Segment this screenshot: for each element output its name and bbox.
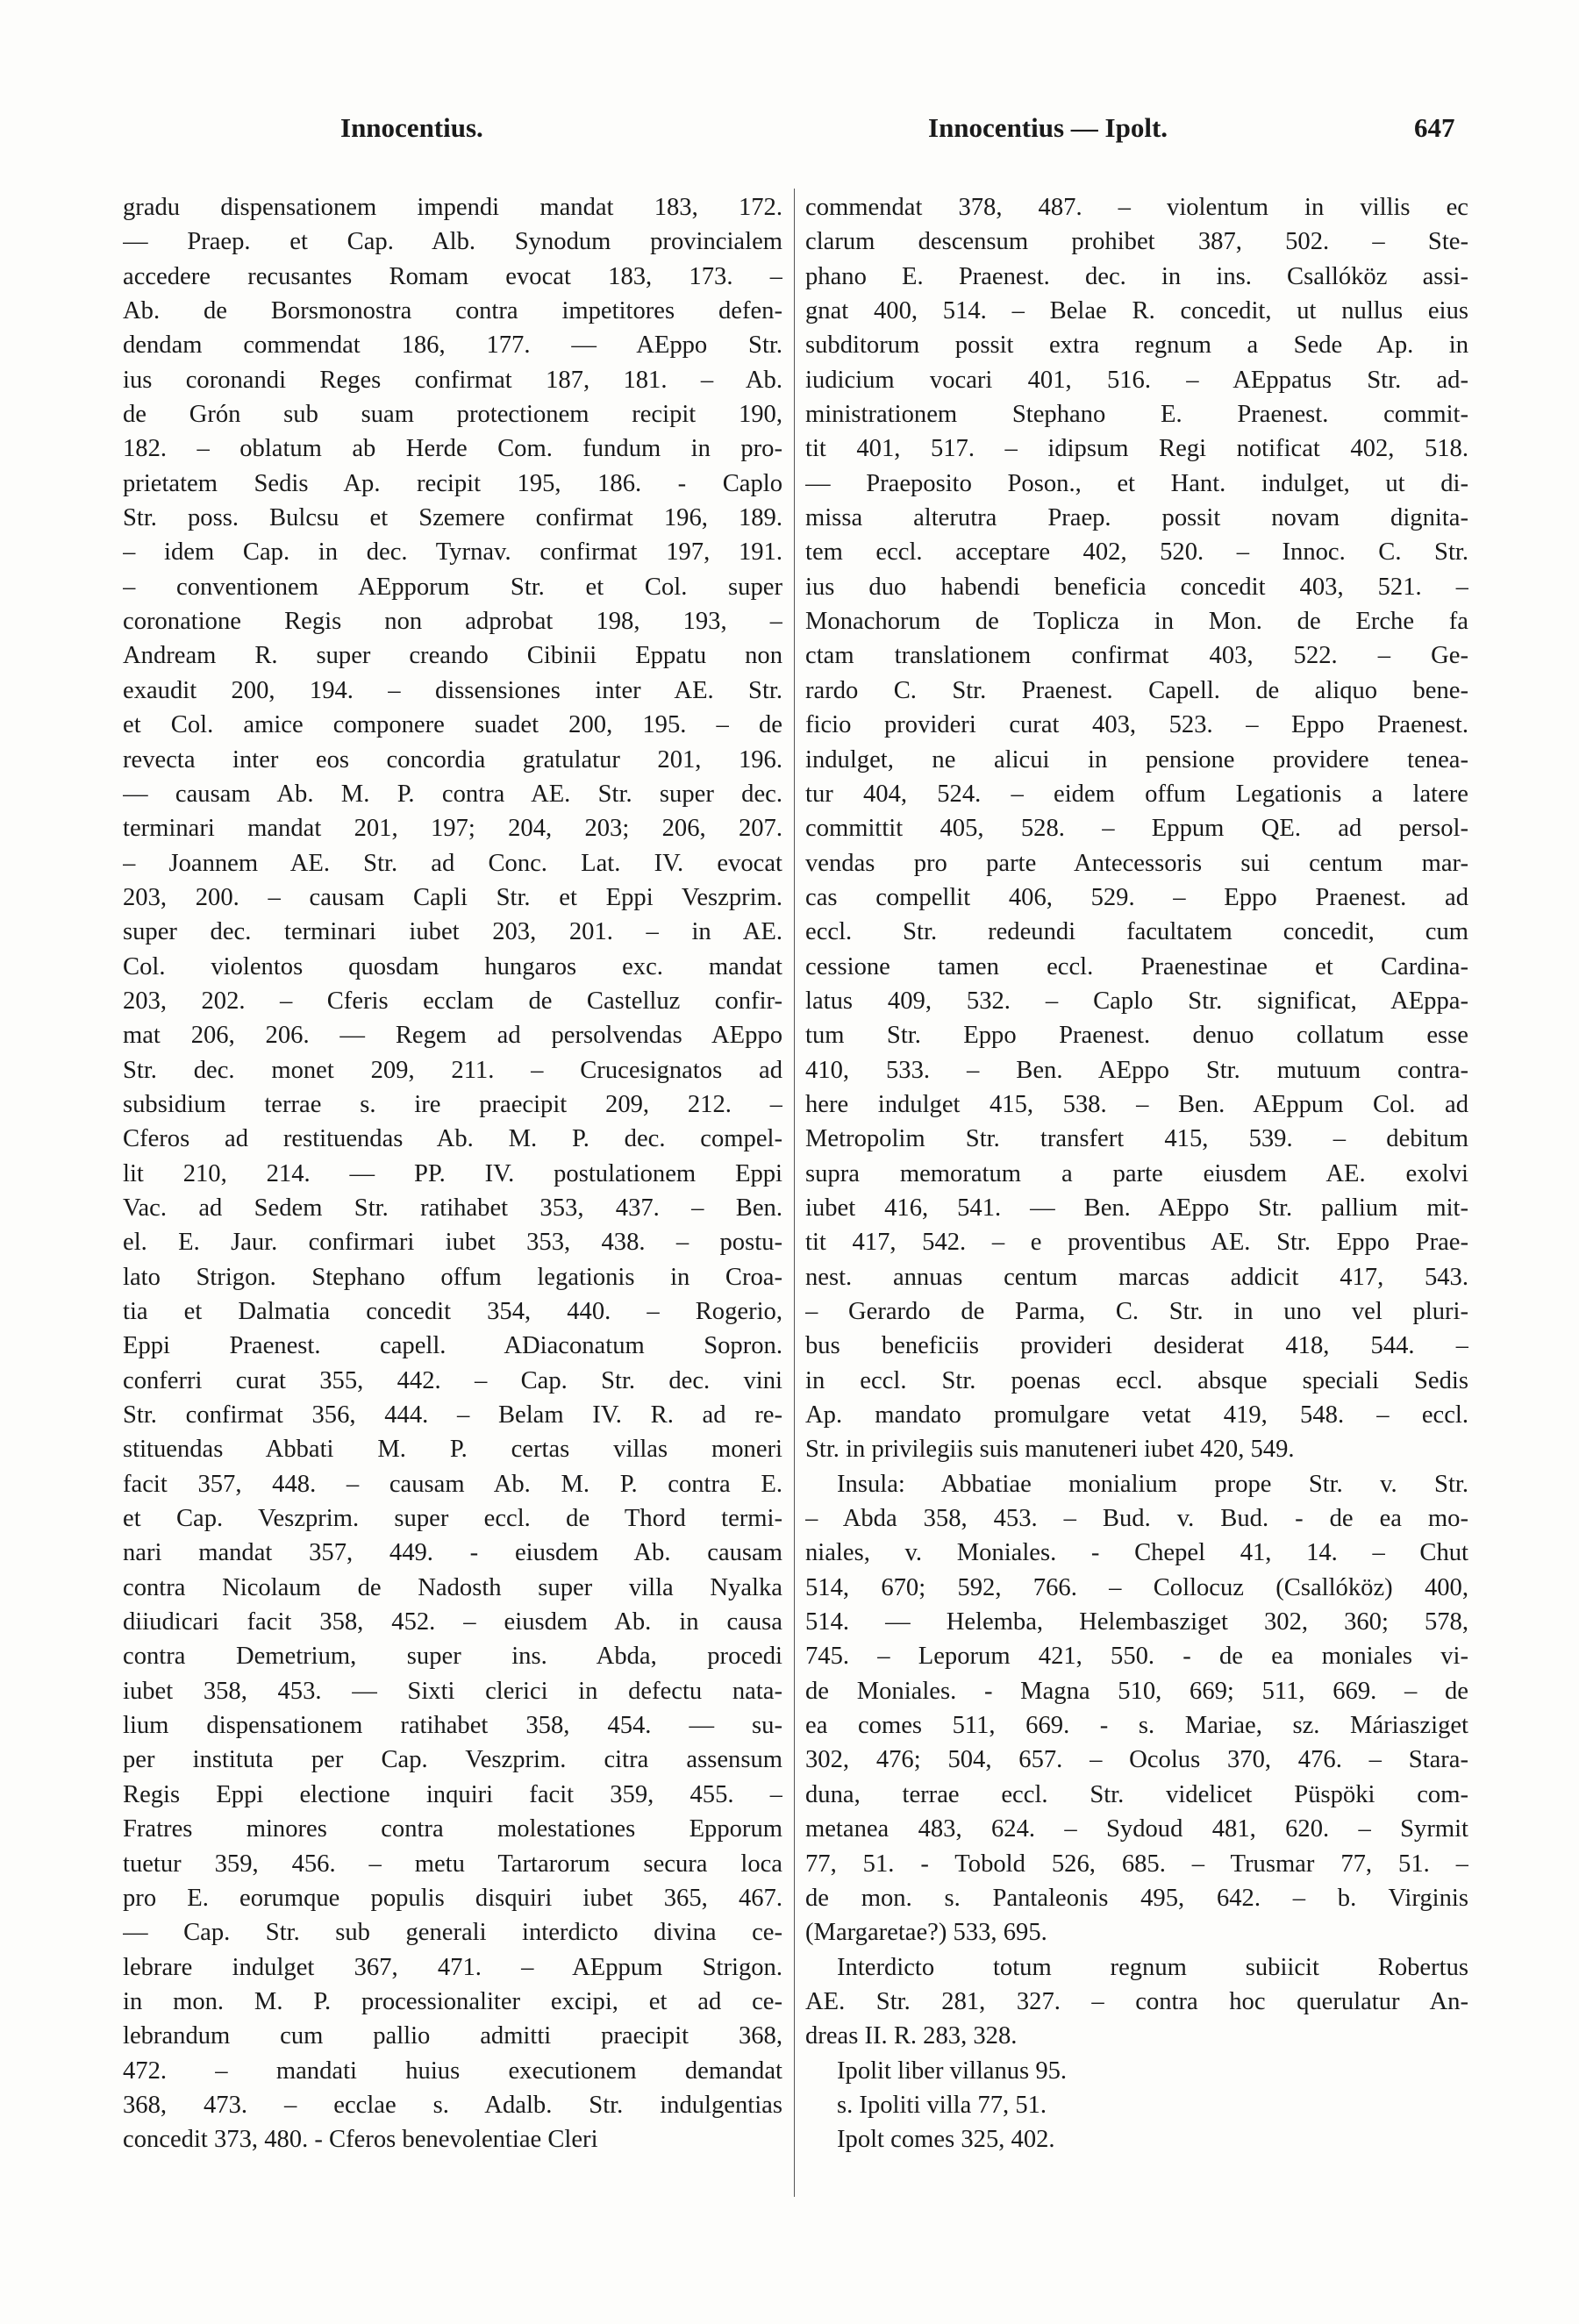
text-line: 203, 200. – causam Capli Str. et Eppi Veszprim. bbox=[123, 883, 782, 911]
text-line: 77, 51. - Tobold 526, 685. – Trusmar 77, 51. – bbox=[805, 1850, 1468, 1878]
text-line: lit 210, 214. — PP. IV. postulationem Eppi bbox=[123, 1159, 782, 1187]
text-line: de Moniales. - Magna 510, 669; 511, 669. – de bbox=[805, 1677, 1468, 1705]
text-line: exaudit 200, 194. – dissensiones inter AE. Str. bbox=[123, 676, 782, 704]
text-line: lium dispensationem ratihabet 358, 454. — su- bbox=[123, 1712, 782, 1740]
text-line: Eppi Praenest. capell. ADiaconatum Sopron. bbox=[123, 1332, 782, 1360]
text-line: tit 401, 517. – idipsum Regi notificat 402, 518. bbox=[805, 435, 1468, 463]
text-line: Ap. mandato promulgare vetat 419, 548. – eccl. bbox=[805, 1401, 1468, 1429]
text-line: commendat 378, 487. – violentum in villis ec bbox=[805, 194, 1468, 221]
text-line: rardo C. Str. Praenest. Capell. de aliquo bene- bbox=[805, 676, 1468, 704]
text-line: iudicium vocari 401, 516. – AEppatus Str. ad- bbox=[805, 366, 1468, 394]
text-line: tur 404, 524. – eidem offum Legationis a latere bbox=[805, 780, 1468, 808]
text-line: metanea 483, 624. – Sydoud 481, 620. – Syrmit bbox=[805, 1815, 1468, 1843]
text-line: latus 409, 532. – Caplo Str. significat, AEppa- bbox=[805, 987, 1468, 1015]
text-line: — causam Ab. M. P. contra AE. Str. super dec. bbox=[123, 780, 782, 808]
text-line: ius duo habendi beneficia concedit 403, 521. – bbox=[805, 573, 1468, 601]
text-line: de Grón sub suam protectionem recipit 190, bbox=[123, 401, 782, 429]
text-line: el. E. Jaur. confirmari iubet 353, 438. – postu- bbox=[123, 1229, 782, 1257]
text-line: — Praeposito Poson., et Hant. indulget, ut di- bbox=[805, 469, 1468, 497]
text-line: 745. – Leporum 421, 550. - de ea moniales vi- bbox=[805, 1643, 1468, 1671]
text-line: — Praep. et Cap. Alb. Synodum provincialem bbox=[123, 228, 782, 256]
text-line: Andream R. super creando Cibinii Eppatu non bbox=[123, 642, 782, 670]
text-line: mat 206, 206. — Regem ad persolvendas AEppo bbox=[123, 1022, 782, 1050]
text-line: Insula: Abbatiae monialium prope Str. v. Str. bbox=[837, 1470, 1468, 1498]
text-line: lebrare indulget 367, 471. – AEppum Strigon. bbox=[123, 1953, 782, 1981]
text-line: dreas II. R. 283, 328. bbox=[805, 2022, 1018, 2050]
text-line: indulget, ne alicui in pensione providere tenea- bbox=[805, 745, 1468, 773]
left-column bbox=[123, 190, 782, 2157]
text-line: nest. annuas centum marcas addicit 417, 543. bbox=[805, 1263, 1468, 1291]
text-line: tum Str. Eppo Praenest. denuo collatum esse bbox=[805, 1022, 1468, 1050]
text-line: – conventionem AEpporum Str. et Col. super bbox=[123, 573, 782, 601]
text-line: bus beneficiis provideri desiderat 418, 544. – bbox=[805, 1332, 1468, 1360]
text-line: et Col. amice componere suadet 200, 195. – de bbox=[123, 711, 782, 739]
text-line: iubet 358, 453. — Sixti clerici in defectu nata- bbox=[123, 1677, 782, 1705]
text-line: 514, 670; 592, 766. – Collocuz (Csallóköz) 400, bbox=[805, 1573, 1468, 1601]
text-line: Str. confirmat 356, 444. – Belam IV. R. ad re- bbox=[123, 1401, 782, 1429]
text-line: gradu dispensationem impendi mandat 183, 172. bbox=[123, 194, 782, 221]
text-line: niales, v. Moniales. - Chepel 41, 14. – Chut bbox=[805, 1539, 1468, 1567]
text-line: pro E. eorumque populis disquiri iubet 365, 467. bbox=[123, 1884, 782, 1912]
text-line: terminari mandat 201, 197; 204, 203; 206, 207. bbox=[123, 815, 782, 843]
text-line: committit 405, 528. – Eppum QE. ad persol- bbox=[805, 815, 1468, 843]
text-line: diiudicari facit 358, 452. – eiusdem Ab. in causa bbox=[123, 1608, 782, 1636]
text-line: concedit 373, 480. - Cferos benevolentiae Cleri bbox=[123, 2126, 598, 2154]
text-line: ministrationem Stephano E. Praenest. commit- bbox=[805, 401, 1468, 429]
text-line: Monachorum de Toplicza in Mon. de Erche fa bbox=[805, 608, 1468, 636]
text-line: vendas pro parte Antecessoris sui centum mar- bbox=[805, 849, 1468, 877]
text-line: ficio provideri curat 403, 523. – Eppo Praenest. bbox=[805, 711, 1468, 739]
text-line: contra Nicolaum de Nadosth super villa Nyalka bbox=[123, 1573, 782, 1601]
text-line: 368, 473. – ecclae s. Adalb. Str. indulgentias bbox=[123, 2091, 782, 2119]
column-divider bbox=[794, 189, 795, 2197]
text-line: in mon. M. P. processionaliter excipi, et ad ce- bbox=[123, 1987, 782, 2015]
text-line: — Cap. Str. sub generali interdicto divina ce- bbox=[123, 1919, 782, 1947]
text-line: gnat 400, 514. – Belae R. concedit, ut nullus eius bbox=[805, 297, 1468, 325]
text-line: duna, terrae eccl. Str. videlicet Püspöki com- bbox=[805, 1780, 1468, 1808]
text-line: per instituta per Cap. Veszprim. citra assensum bbox=[123, 1746, 782, 1774]
right-column bbox=[805, 190, 1468, 2157]
text-line: tem eccl. acceptare 402, 520. – Innoc. C. Str. bbox=[805, 538, 1468, 567]
text-line: Vac. ad Sedem Str. ratihabet 353, 437. – Ben. bbox=[123, 1194, 782, 1222]
text-line: Col. violentos quosdam hungaros exc. mandat bbox=[123, 952, 782, 980]
text-line: contra Demetrium, super ins. Abda, procedi bbox=[123, 1643, 782, 1671]
text-line: Str. dec. monet 209, 211. – Crucesignatos ad bbox=[123, 1056, 782, 1084]
text-line: tuetur 359, 456. – metu Tartarorum secura loca bbox=[123, 1850, 782, 1878]
text-line: Ipolit liber villanus 95. bbox=[837, 2057, 1068, 2085]
text-line: Fratres minores contra molestationes Epporum bbox=[123, 1815, 782, 1843]
text-line: missa alterutra Praep. possit novam dignita- bbox=[805, 504, 1468, 532]
text-line: et Cap. Veszprim. super eccl. de Thord termi- bbox=[123, 1505, 782, 1533]
text-line: super dec. terminari iubet 203, 201. – in AE. bbox=[123, 918, 782, 946]
text-line: stituendas Abbati M. P. certas villas moneri bbox=[123, 1436, 782, 1464]
text-line: clarum descensum prohibet 387, 502. – Ste- bbox=[805, 228, 1468, 256]
text-line: supra memoratum a parte eiusdem AE. exolvi bbox=[805, 1159, 1468, 1187]
text-line: eccl. Str. redeundi facultatem concedit, cum bbox=[805, 918, 1468, 946]
header-center-entry: Innocentius — Ipolt. bbox=[928, 112, 1168, 143]
text-line: phano E. Praenest. dec. in ins. Csallóköz assi- bbox=[805, 262, 1468, 290]
text-line: (Margaretae?) 533, 695. bbox=[805, 1919, 1047, 1947]
text-line: nari mandat 357, 449. - eiusdem Ab. causam bbox=[123, 1539, 782, 1567]
text-line: here indulget 415, 538. – Ben. AEppum Col. ad bbox=[805, 1090, 1468, 1118]
text-line: facit 357, 448. – causam Ab. M. P. contra E. bbox=[123, 1470, 782, 1498]
text-line: Str. in privilegiis suis manuteneri iubet 420, 549. bbox=[805, 1436, 1295, 1464]
text-line: in eccl. Str. poenas eccl. absque speciali Sedis bbox=[805, 1366, 1468, 1394]
text-line: subditorum possit extra regnum a Sede Ap. in bbox=[805, 331, 1468, 360]
text-line: – Abda 358, 453. – Bud. v. Bud. - de ea mo- bbox=[805, 1505, 1468, 1533]
text-line: s. Ipoliti villa 77, 51. bbox=[837, 2091, 1047, 2119]
text-line: lato Strigon. Stephano offum legationis in Croa- bbox=[123, 1263, 782, 1291]
text-line: lebrandum cum pallio admitti praecipit 368, bbox=[123, 2022, 782, 2050]
text-line: Regis Eppi electione inquiri facit 359, 455. – bbox=[123, 1780, 782, 1808]
text-line: ctam translationem confirmat 403, 522. – Ge- bbox=[805, 642, 1468, 670]
text-line: cas compellit 406, 529. – Eppo Praenest. ad bbox=[805, 883, 1468, 911]
text-line: Interdicto totum regnum subiicit Robertus bbox=[837, 1953, 1468, 1981]
text-line: coronatione Regis non adprobat 198, 193, – bbox=[123, 608, 782, 636]
text-line: – Joannem AE. Str. ad Conc. Lat. IV. evocat bbox=[123, 849, 782, 877]
text-line: 472. – mandati huius executionem demandat bbox=[123, 2057, 782, 2085]
text-line: 203, 202. – Cferis ecclam de Castelluz confir- bbox=[123, 987, 782, 1015]
text-line: Ab. de Borsmonostra contra impetitores defen- bbox=[123, 297, 782, 325]
text-line: dendam commendat 186, 177. — AEppo Str. bbox=[123, 331, 782, 360]
text-line: – idem Cap. in dec. Tyrnav. confirmat 197, 191. bbox=[123, 538, 782, 567]
text-line: prietatem Sedis Ap. recipit 195, 186. - Caplo bbox=[123, 469, 782, 497]
text-line: 302, 476; 504, 657. – Ocolus 370, 476. – Stara- bbox=[805, 1746, 1468, 1774]
text-line: ea comes 511, 669. - s. Mariae, sz. Máriasziget bbox=[805, 1712, 1468, 1740]
text-line: revecta inter eos concordia gratulatur 201, 196. bbox=[123, 745, 782, 773]
text-line: tit 417, 542. – e proventibus AE. Str. Eppo Prae- bbox=[805, 1229, 1468, 1257]
text-line: Str. poss. Bulcsu et Szemere confirmat 196, 189. bbox=[123, 504, 782, 532]
text-line: Ipolt comes 325, 402. bbox=[837, 2126, 1055, 2154]
text-line: ius coronandi Reges confirmat 187, 181. – Ab. bbox=[123, 366, 782, 394]
text-line: AE. Str. 281, 327. – contra hoc querulatur An- bbox=[805, 1987, 1468, 2015]
text-line: Metropolim Str. transfert 415, 539. – debitum bbox=[805, 1125, 1468, 1153]
text-line: iubet 416, 541. — Ben. AEppo Str. pallium mit- bbox=[805, 1194, 1468, 1222]
running-header bbox=[0, 112, 1579, 156]
text-line: Cferos ad restituendas Ab. M. P. dec. compel- bbox=[123, 1125, 782, 1153]
page-number: 647 bbox=[1414, 112, 1455, 143]
text-line: 514. — Helemba, Helembasziget 302, 360; 578, bbox=[805, 1608, 1468, 1636]
text-line: conferri curat 355, 442. – Cap. Str. dec. vini bbox=[123, 1366, 782, 1394]
text-line: accedere recusantes Romam evocat 183, 173. – bbox=[123, 262, 782, 290]
text-line: subsidium terrae s. ire praecipit 209, 212. – bbox=[123, 1090, 782, 1118]
text-line: 410, 533. – Ben. AEppo Str. mutuum contra- bbox=[805, 1056, 1468, 1084]
text-line: – Gerardo de Parma, C. Str. in uno vel pluri- bbox=[805, 1298, 1468, 1325]
header-left-entry: Innocentius. bbox=[340, 112, 483, 143]
text-line: cessione tamen eccl. Praenestinae et Cardina- bbox=[805, 952, 1468, 980]
text-line: tia et Dalmatia concedit 354, 440. – Rogerio, bbox=[123, 1298, 782, 1325]
text-line: de mon. s. Pantaleonis 495, 642. – b. Virginis bbox=[805, 1884, 1468, 1912]
text-line: 182. – oblatum ab Herde Com. fundum in pro- bbox=[123, 435, 782, 463]
